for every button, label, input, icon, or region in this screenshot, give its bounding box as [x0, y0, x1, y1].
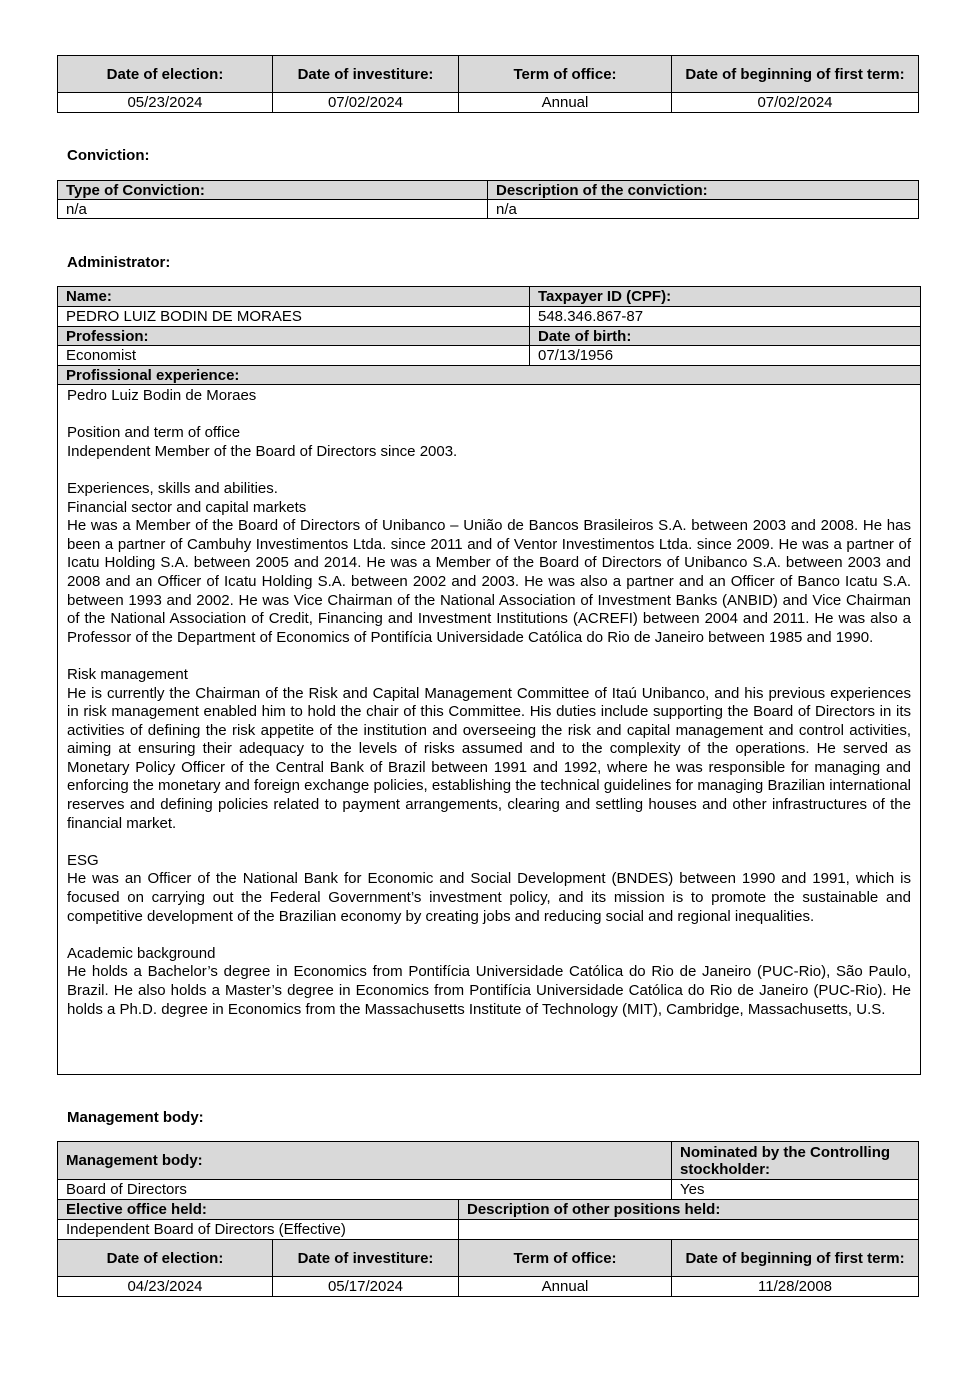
elective-office-value: Independent Board of Directors (Effective): [58, 1220, 459, 1240]
financial-heading: Financial sector and capital markets: [67, 498, 307, 516]
value-description-of-conviction: n/a: [488, 200, 919, 219]
value-type-of-conviction: n/a: [58, 200, 488, 219]
management-body-value: Board of Directors: [58, 1180, 672, 1200]
mgmt-value-date-of-investiture: 05/17/2024: [273, 1277, 459, 1297]
header-date-of-investiture: Date of investiture:: [273, 56, 459, 93]
position-text: Independent Member of the Board of Directors since 2003.: [67, 442, 458, 460]
other-positions-value: [459, 1220, 919, 1240]
mgmt-header-date-of-investiture: Date of investiture:: [273, 1240, 459, 1277]
academic-heading: Academic background: [67, 944, 216, 962]
mgmt-value-date-of-election: 04/23/2024: [58, 1277, 273, 1297]
management-body-label: Management body:: [58, 1142, 672, 1180]
value-date-of-election: 05/23/2024: [58, 93, 273, 113]
cpf-label: Taxpayer ID (CPF):: [530, 287, 921, 307]
conviction-title: Conviction:: [67, 147, 150, 164]
dob-value: 07/13/1956: [530, 346, 921, 366]
name-value: PEDRO LUIZ BODIN DE MORAES: [58, 307, 530, 327]
position-heading: Position and term of office: [67, 424, 241, 442]
mgmt-header-term-of-office: Term of office:: [459, 1240, 672, 1277]
value-date-of-investiture: 07/02/2024: [273, 93, 459, 113]
header-date-beginning-first-term: Date of beginning of first term:: [672, 56, 919, 93]
risk-heading: Risk management: [67, 665, 188, 683]
risk-text: He is currently the Chairman of the Risk and Capital Management Committee of Itaú Unibanco, and his previous experiences in risk management enabled him to hold the chair of this Committee. His duties include supporting the Board of Directors in its activities of defining the risk appetite of the institution and overseeing the risk and capital management and control activities, aiming at ensuring their adequacy to the levels of risks assumed and to the complexity of the operations. He served as Monetary Policy Officer of the Central Bank of Brazil between 1991 and 1992, where he was responsible for managing and enforcing the monetary and foreign exchange policies, establishing the technical guidelines for managing Brazilian international reserves and defining policies related to payment arrangements, clearing and settling houses and other infrastructures of the financial market.: [67, 684, 911, 832]
mgmt-header-date-beginning-first-term: Date of beginning of first term:: [672, 1240, 919, 1277]
mgmt-value-date-beginning-first-term: 11/28/2008: [672, 1277, 919, 1297]
dob-label: Date of birth:: [530, 327, 921, 346]
name-label: Name:: [58, 287, 530, 307]
esg-heading: ESG: [67, 851, 99, 869]
mgmt-value-term-of-office: Annual: [459, 1277, 672, 1297]
mgmt-header-date-of-election: Date of election:: [58, 1240, 273, 1277]
financial-text: He was a Member of the Board of Directors of Unibanco – União de Bancos Brasileiros S.A. between 2003 and 2008. He has been a partner of Cambuhy Investimentos Ltda. since 2011 and of Ventor Investimentos Ltda. since 2009. He was a partner of Icatu Holding S.A. between 2005 and 2014. He was a Member of the Board of Directors of Unibanco S.A. between 2003 and 2008 and an Officer of Icatu Holding S.A. between 2002 and 2003. He was also a partner and an Officer of Banco Icatu S.A. between 1993 and 2002. He was Vice Chairman of the National Association of Investment Banks (ANBID) and Vice Chairman of the National Association of Credit, Financing and Investment Institutions (ACREFI) between 2004 and 2011. He was also a Professor of the Department of Economics of Pontifícia Universidade Católica do Rio de Janeiro between 1985 and 1990.: [67, 517, 911, 646]
nominated-label: Nominated by the Controlling stockholder:: [672, 1142, 919, 1180]
administrator-table: [57, 286, 921, 1075]
experience-label: Profissional experience:: [58, 366, 921, 385]
nominated-value: Yes: [672, 1180, 919, 1200]
value-term-of-office: Annual: [459, 93, 672, 113]
esg-text: He was an Officer of the National Bank for Economic and Social Development (BNDES) between 1990 and 1991, which is focused on carrying out the Federal Government’s investment policy, and its mission is to promote the sustainable and competitive development of the Brazilian economy by creating jobs and reducing social and regional inequalities.: [67, 870, 911, 925]
experiences-heading: Experiences, skills and abilities.: [67, 479, 278, 497]
profession-label: Profession:: [58, 327, 530, 346]
header-date-of-election: Date of election:: [58, 56, 273, 93]
value-date-beginning-first-term: 07/02/2024: [672, 93, 919, 113]
academic-text: He holds a Bachelor’s degree in Economics from Pontifícia Universidade Católica do Rio de Janeiro (PUC-Rio), São Paulo, Brazil. He also holds a Master’s degree in Economics from Pontifícia Universidade Católica do Rio de Janeiro (PUC-Rio). He holds a Ph.D. degree in Economics from the Massachusetts Institute of Technology (MIT), Cambridge, Massachusetts, U.S.: [67, 963, 911, 1018]
conviction-table: [57, 180, 919, 219]
experience-person: Pedro Luiz Bodin de Moraes: [67, 387, 257, 404]
other-positions-label: Description of other positions held:: [459, 1200, 919, 1220]
header-type-of-conviction: Type of Conviction:: [58, 181, 488, 200]
top-term-table: [57, 55, 919, 113]
profession-value: Economist: [58, 346, 530, 366]
cpf-value: 548.346.867-87: [530, 307, 921, 327]
experience-text: [58, 385, 921, 1075]
header-term-of-office: Term of office:: [459, 56, 672, 93]
elective-office-label: Elective office held:: [58, 1200, 459, 1220]
management-table: [57, 1141, 919, 1297]
management-title: Management body:: [67, 1109, 204, 1126]
administrator-title: Administrator:: [67, 254, 171, 271]
header-description-of-conviction: Description of the conviction:: [488, 181, 919, 200]
